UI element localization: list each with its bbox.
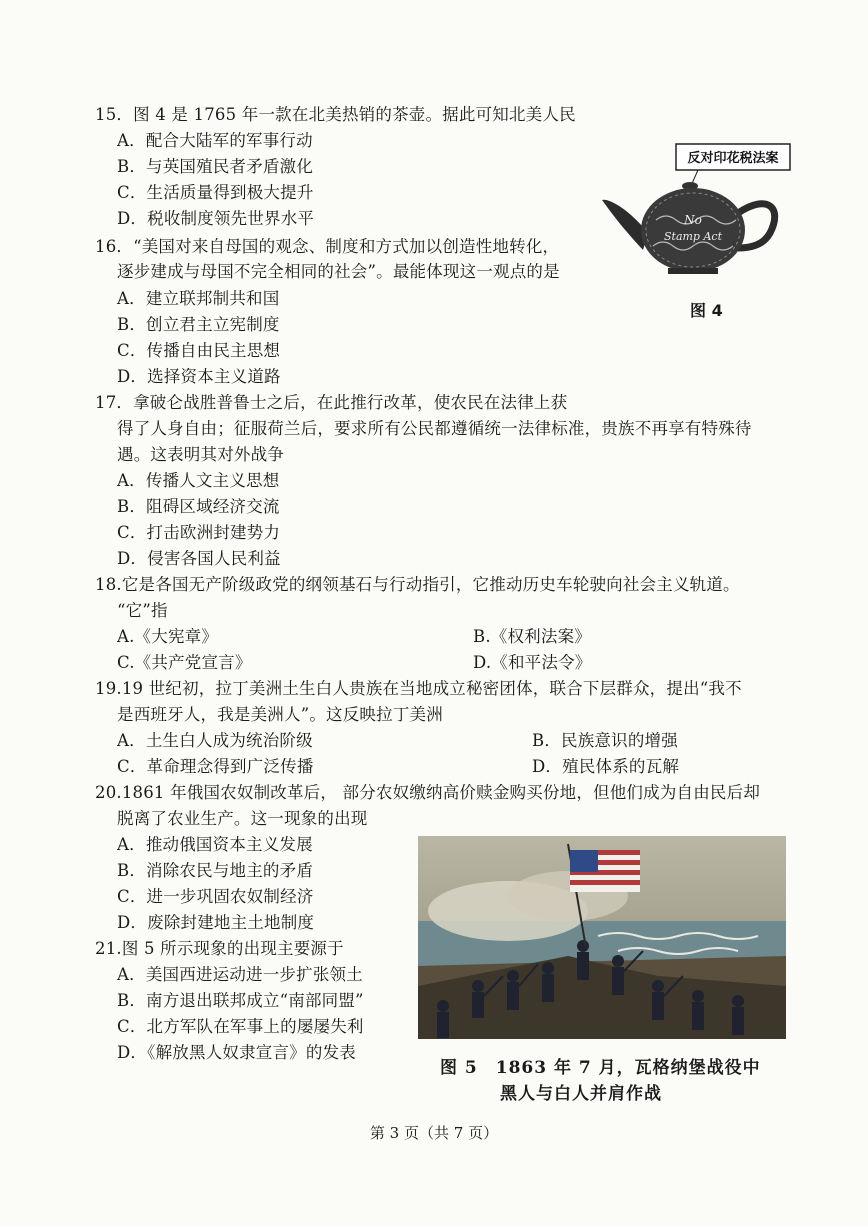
q15-option-b: B．与英国殖民者矛盾激化	[117, 157, 314, 176]
q17-stem-line3: 遇。这表明其对外战争	[117, 445, 284, 464]
q16-stem-line2: 逐步建成与母国不完全相同的社会”。最能体现这一观点的是	[117, 262, 560, 281]
q18-option-d: D.《和平法令》	[473, 653, 592, 672]
q19-option-c: C．革命理念得到广泛传播	[117, 757, 314, 776]
figure-4-caption: 图 4	[690, 301, 723, 320]
q17-option-c: C．打击欧洲封建势力	[117, 523, 281, 542]
q17-stem-line1: 17．拿破仑战胜普鲁士之后，在此推行改革，使农民在法律上获	[95, 393, 568, 412]
american-flag-icon	[570, 850, 640, 892]
q21-option-b: B．南方退出联邦成立“南部同盟”	[117, 991, 364, 1010]
q20-option-c: C．进一步巩固农奴制经济	[117, 887, 314, 906]
q17-stem-line2: 得了人身自由；征服荷兰后，要求所有公民都遵循统一法律标准，贵族不再享有特殊待	[117, 419, 752, 438]
figure-5-caption-line1: 图 5 1863 年 7 月，瓦格纳堡战役中	[440, 1058, 761, 1078]
q18-stem-line2: “它”指	[117, 601, 168, 620]
q17-option-b: B．阻碍区域经济交流	[117, 497, 280, 516]
q20-option-d: D．废除封建地主土地制度	[117, 913, 315, 932]
q17-option-a: A．传播人文主义思想	[117, 471, 280, 490]
battle-scene-illustration	[418, 836, 786, 1039]
q20-stem-line2: 脱离了农业生产。这一现象的出现	[117, 809, 368, 828]
figure-5-battle-painting	[418, 836, 786, 1039]
q18-stem-line1: 18.它是各国无产阶级政党的纲领基石与行动指引，它推动历史车轮驶向社会主义轨道。	[95, 575, 740, 594]
q16-stem-line1: 16．“美国对来自母国的观念、制度和方式加以创造性地转化，	[95, 237, 560, 256]
q20-option-a: A．推动俄国资本主义发展	[117, 835, 313, 854]
q16-option-c: C．传播自由民主思想	[117, 341, 281, 360]
q19-stem-line2: 是西班牙人，我是美洲人”。这反映拉丁美洲	[117, 705, 443, 724]
q21-option-a: A．美国西进运动进一步扩张领土	[117, 965, 363, 984]
q19-stem-line1: 19.19 世纪初，拉丁美洲土生白人贵族在当地成立秘密团体，联合下层群众，提出“我不	[95, 679, 742, 698]
q16-option-b: B．创立君主立宪制度	[117, 315, 280, 334]
figure-5-caption-line2: 黑人与白人并肩作战	[500, 1084, 662, 1104]
q15-option-d: D．税收制度领先世界水平	[117, 209, 315, 228]
q21-option-d: D．《解放黑人奴隶宣言》的发表	[117, 1043, 356, 1062]
q18-option-c: C.《共产党宣言》	[117, 653, 252, 672]
figure-4-teapot	[598, 138, 798, 318]
q15-option-c: C．生活质量得到极大提升	[117, 183, 314, 202]
q16-option-a: A．建立联邦制共和国	[117, 289, 280, 308]
teapot-illustration	[598, 138, 798, 318]
q18-option-b: B.《权利法案》	[473, 627, 591, 646]
q21-stem: 21.图 5 所示现象的出现主要源于	[95, 939, 344, 958]
page-footer: 第 3 页（共 7 页）	[369, 1124, 499, 1142]
q17-option-d: D．侵害各国人民利益	[117, 549, 281, 568]
q16-option-d: D．选择资本主义道路	[117, 367, 281, 386]
q21-option-c: C．北方军队在军事上的屡屡失利	[117, 1017, 364, 1036]
q19-option-a: A．土生白人成为统治阶级	[117, 731, 313, 750]
teapot-stamp-act-text: Stamp Act	[663, 230, 723, 243]
q19-option-d: D．殖民体系的瓦解	[532, 757, 680, 776]
q15-stem: 15．图 4 是 1765 年一款在北美热销的茶壶。据此可知北美人民	[95, 105, 576, 124]
teapot-no-text: No	[684, 213, 702, 227]
q20-stem-line1: 20.1861 年俄国农奴制改革后， 部分农奴缴纳高价赎金购买份地，但他们成为自由民后却	[95, 783, 761, 802]
teapot-banner-text: 反对印花税法案	[687, 151, 779, 166]
q15-option-a: A．配合大陆军的军事行动	[117, 131, 313, 150]
q18-option-a: A.《大宪章》	[117, 627, 219, 646]
q20-option-b: B．消除农民与地主的矛盾	[117, 861, 314, 880]
q19-option-b: B．民族意识的增强	[532, 731, 678, 750]
